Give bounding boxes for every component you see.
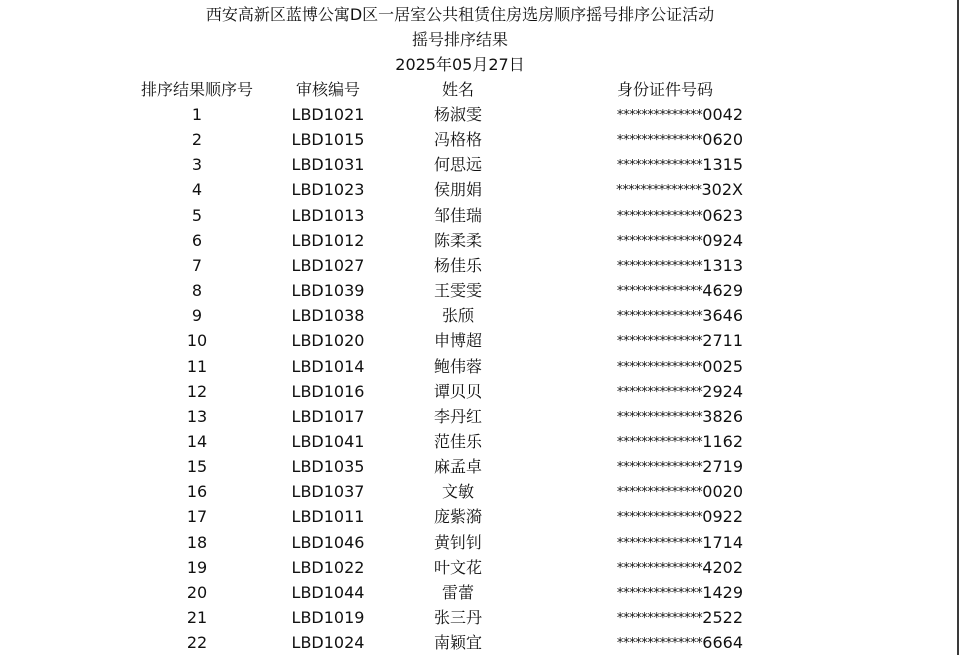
id-number (545, 555, 743, 581)
table-row (0, 152, 960, 177)
audit-code: LBD1038 (291, 306, 365, 326)
id-number (545, 303, 743, 329)
id-suffix: 0623 (702, 205, 743, 225)
order-number: 4 (191, 180, 203, 200)
person-name: 谭贝贝 (433, 381, 482, 401)
id-number (545, 630, 743, 656)
order-number: 18 (186, 532, 208, 552)
order-number: 6 (191, 230, 203, 250)
table-row (0, 630, 960, 655)
id-suffix: 0924 (702, 230, 743, 250)
id-number (545, 530, 743, 556)
document-date: 2025年05月27日 (395, 55, 525, 74)
id-suffix: 2522 (702, 608, 743, 627)
id-suffix: 2711 (702, 331, 743, 351)
id-number (545, 429, 743, 455)
audit-code: LBD1035 (291, 457, 365, 477)
table-row (0, 454, 960, 479)
id-mask: ************** (616, 460, 703, 476)
table-row (0, 429, 960, 454)
order-number: 10 (186, 331, 208, 351)
audit-code: LBD1017 (291, 406, 365, 426)
id-number (545, 580, 743, 606)
header-code: 审核编号 (295, 80, 360, 99)
audit-code: LBD1022 (291, 557, 365, 577)
table-row (0, 127, 960, 152)
person-name: 雷蕾 (441, 582, 474, 602)
audit-code: LBD1012 (291, 230, 365, 250)
id-mask: ************** (616, 108, 703, 123)
person-name: 叶文花 (433, 557, 482, 577)
order-number: 14 (186, 431, 208, 451)
order-number: 16 (186, 482, 208, 502)
person-name: 黄钊钊 (433, 532, 482, 552)
person-name: 范佳乐 (433, 431, 482, 451)
table-row (0, 580, 960, 605)
table-row (0, 328, 960, 353)
table-row (0, 228, 960, 253)
audit-code: LBD1041 (291, 431, 365, 451)
person-name: 张三丹 (433, 608, 482, 627)
id-suffix: 1429 (702, 582, 743, 602)
document-subtitle: 摇号排序结果 (411, 30, 508, 49)
id-suffix: 0020 (702, 482, 743, 502)
id-number (545, 605, 743, 631)
audit-code: LBD1019 (291, 608, 365, 627)
person-name: 李丹红 (433, 406, 482, 426)
order-number: 5 (191, 205, 203, 225)
id-suffix: 3826 (702, 406, 743, 426)
person-name: 侯朋娟 (433, 180, 482, 200)
table-row (0, 479, 960, 504)
id-mask: ************** (616, 233, 703, 249)
id-number (545, 127, 743, 153)
person-name: 邹佳瑞 (433, 205, 482, 225)
id-number (545, 152, 743, 178)
order-number: 21 (186, 608, 208, 627)
person-name: 陈柔柔 (433, 230, 482, 250)
audit-code: LBD1021 (291, 105, 365, 124)
id-number (545, 504, 743, 530)
table-row (0, 303, 960, 328)
person-name: 何思远 (433, 155, 482, 175)
id-mask: ************** (616, 611, 703, 626)
order-number: 17 (186, 507, 208, 527)
audit-code: LBD1013 (291, 205, 365, 225)
id-number (545, 253, 743, 279)
id-suffix: 1315 (702, 155, 743, 175)
id-number (545, 479, 743, 505)
table-row (0, 504, 960, 529)
table-row (0, 203, 960, 228)
audit-code: LBD1046 (291, 532, 365, 552)
id-mask: ************** (616, 384, 703, 400)
order-number: 22 (186, 633, 208, 653)
id-number (545, 102, 743, 128)
id-mask: ************** (616, 309, 703, 325)
table-header-row (0, 77, 960, 102)
table-row (0, 404, 960, 429)
id-mask: ************** (616, 535, 703, 551)
person-name: 冯格格 (433, 130, 482, 150)
table-row (0, 379, 960, 404)
id-suffix: 1162 (702, 431, 743, 451)
id-suffix: 0042 (702, 105, 743, 124)
table-row (0, 605, 960, 630)
order-number: 2 (191, 130, 203, 150)
table-row (0, 102, 960, 127)
table-row (0, 253, 960, 278)
person-name: 麻孟卓 (433, 457, 482, 477)
id-suffix: 1714 (702, 532, 743, 552)
person-name: 申博超 (433, 331, 482, 351)
id-number (545, 328, 743, 354)
id-suffix: 0922 (702, 507, 743, 527)
audit-code: LBD1016 (291, 381, 365, 401)
id-suffix: 6664 (702, 633, 743, 653)
audit-code: LBD1020 (291, 331, 365, 351)
order-number: 11 (186, 356, 208, 376)
person-name: 杨佳乐 (433, 255, 482, 275)
order-number: 8 (191, 281, 203, 301)
id-suffix: 302X (701, 180, 743, 200)
table-row (0, 354, 960, 379)
header-name: 姓名 (441, 80, 474, 99)
person-name: 王雯雯 (433, 281, 482, 301)
table-row (0, 278, 960, 303)
id-suffix: 0620 (702, 130, 743, 150)
id-mask: ************** (616, 258, 703, 274)
id-suffix: 1313 (702, 255, 743, 275)
order-number: 1 (191, 105, 203, 124)
order-number: 7 (191, 255, 203, 275)
audit-code: LBD1024 (291, 633, 365, 653)
order-number: 12 (186, 381, 208, 401)
table-row (0, 177, 960, 202)
audit-code: LBD1023 (291, 180, 365, 200)
person-name: 鲍伟蓉 (433, 356, 482, 376)
id-number (545, 354, 743, 380)
id-mask: ************** (616, 158, 703, 174)
person-name: 南颖宜 (433, 633, 482, 653)
id-suffix: 2719 (702, 457, 743, 477)
audit-code: LBD1014 (291, 356, 365, 376)
id-mask: ************** (616, 133, 703, 149)
audit-code: LBD1027 (291, 255, 365, 275)
id-suffix: 4202 (702, 557, 743, 577)
table-row (0, 555, 960, 580)
order-number: 9 (191, 306, 203, 326)
id-mask: ************** (616, 585, 703, 601)
id-mask: ************** (616, 359, 703, 375)
id-number (545, 228, 743, 254)
id-mask: ************** (616, 409, 703, 425)
id-mask: ************** (616, 284, 703, 300)
audit-code: LBD1039 (291, 281, 365, 301)
audit-code: LBD1044 (291, 582, 365, 602)
audit-code: LBD1037 (291, 482, 365, 502)
header-order: 排序结果顺序号 (140, 80, 253, 99)
id-suffix: 2924 (702, 381, 743, 401)
id-mask: ************** (616, 485, 703, 501)
id-mask: ************** (616, 510, 703, 526)
person-name: 张颀 (441, 306, 474, 326)
person-name: 文敏 (441, 482, 474, 502)
order-number: 3 (191, 155, 203, 175)
id-number (545, 177, 743, 203)
audit-code: LBD1011 (291, 507, 365, 527)
id-number (545, 203, 743, 229)
audit-code: LBD1031 (291, 155, 365, 175)
id-suffix: 3646 (702, 306, 743, 326)
document-title: 西安高新区蓝博公寓D区一居室公共租赁住房选房顺序摇号排序公证活动 (205, 5, 715, 24)
order-number: 15 (186, 457, 208, 477)
id-mask: ************** (616, 636, 703, 652)
id-suffix: 0025 (702, 356, 743, 376)
audit-code: LBD1015 (291, 130, 365, 150)
table-row (0, 530, 960, 555)
id-number (545, 278, 743, 304)
id-mask: ************** (616, 208, 703, 224)
id-number (545, 454, 743, 480)
id-number (545, 379, 743, 405)
id-mask: ************** (616, 560, 703, 576)
person-name: 杨淑雯 (433, 105, 482, 124)
id-mask: ************** (616, 334, 703, 350)
order-number: 20 (186, 582, 208, 602)
header-id-number: 身份证件号码 (616, 80, 713, 99)
order-number: 19 (186, 557, 208, 577)
id-mask: ************** (616, 434, 703, 450)
id-number (545, 404, 743, 430)
order-number: 13 (186, 406, 208, 426)
id-suffix: 4629 (702, 281, 743, 301)
person-name: 庞紫漪 (433, 507, 482, 527)
id-mask: ************** (616, 183, 702, 199)
